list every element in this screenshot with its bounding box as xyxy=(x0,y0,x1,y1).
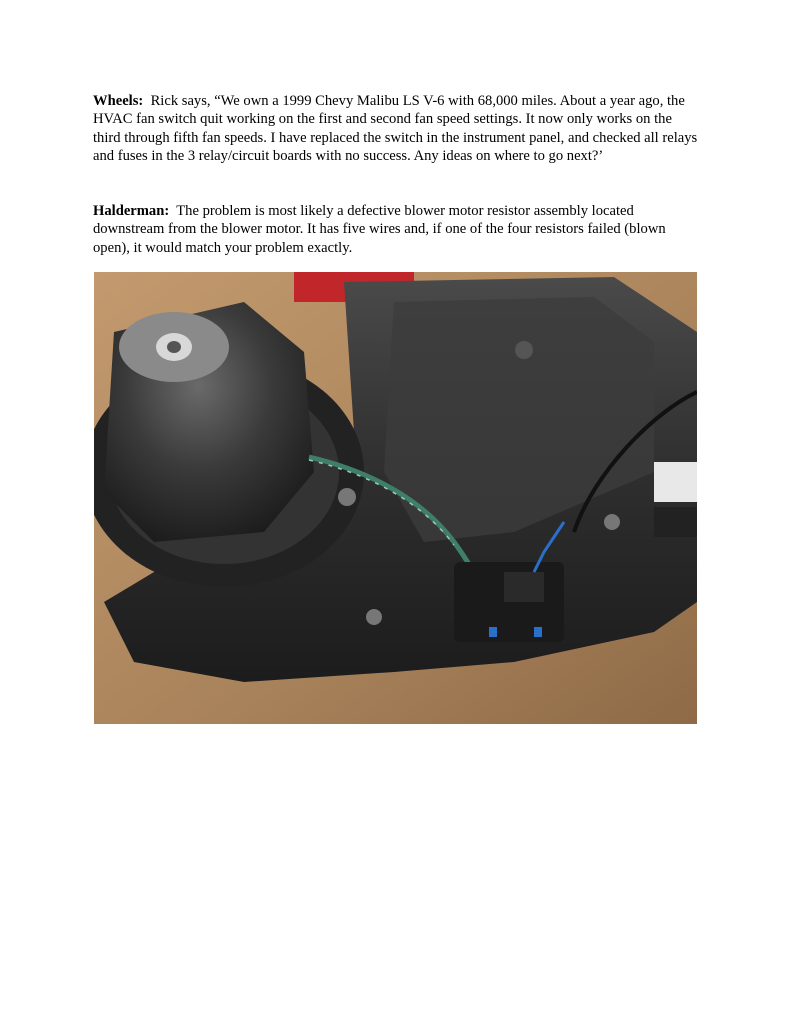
question-speaker: Wheels: xyxy=(93,93,144,109)
answer-paragraph xyxy=(93,202,699,257)
answer-speaker: Halderman: xyxy=(93,203,170,219)
blower-motor-photo xyxy=(94,272,697,724)
question-text: Rick says, “We own a 1999 Chevy Malibu LS V-6 with 68,000 miles. About a year ago, the HVAC fan switch quit working on the first and second fan speed settings. It now only works on the third through fifth fan speeds. I have replaced the switch in the instrument panel, and checked all relays and fuses in the 3 relay/circuit boards with no success. Any ideas on where to go next?’ xyxy=(93,93,698,165)
answer-text: The problem is most likely a defective blower motor resistor assembly located downstream from the blower motor. It has five wires and, if one of the four resistors failed (blown open), it would match your problem exactly. xyxy=(93,203,666,256)
question-paragraph xyxy=(93,92,699,166)
